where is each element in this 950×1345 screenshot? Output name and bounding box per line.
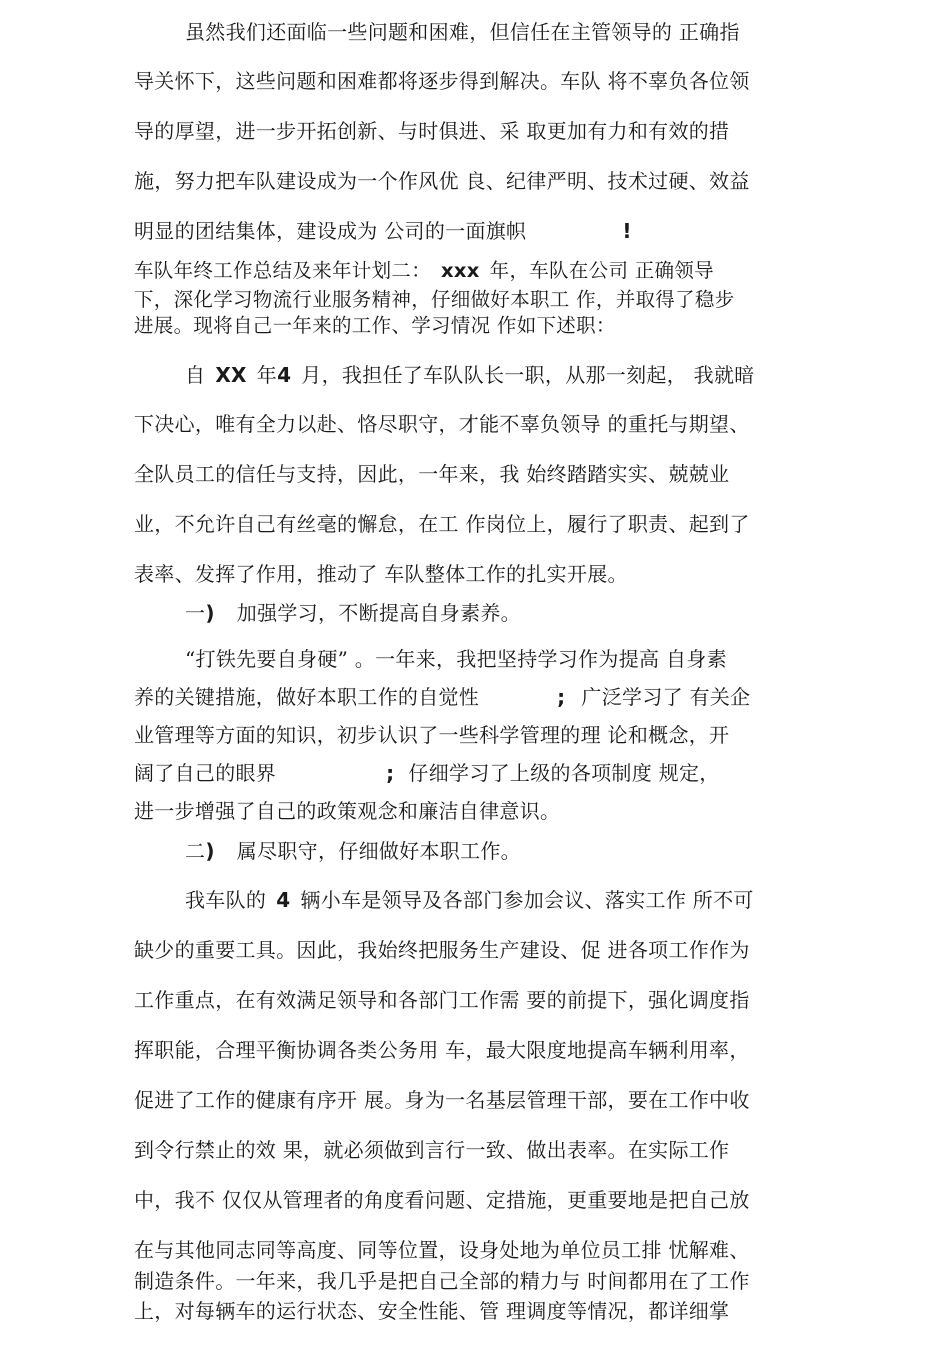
text-line-21-b: 辆小车是领导及各部门参加会议、落实工作 所不可 [300,888,754,912]
subheading-2-number: 二 [185,839,206,863]
text-line-5 [134,218,804,244]
text-line-23: 工作重点，在有效满足领导和各部门工作需 要的前提下，强化调度指 [134,988,750,1012]
text-line-27: 中，我不 仅仅从管理者的角度看问题、定措施，更重要地是把自己放 [134,1188,750,1212]
text-line-22: 缺少的重要工具。因此，我始终把服务生产建设、促 进各项工作作为 [134,938,750,962]
semicolon-2: ; [386,761,395,785]
subheading-2-text: 属尽职守，仔细做好本职工作。 [236,839,521,863]
year-xx: XX [215,363,247,387]
text-line-3: 导的厚望，进一步开拓创新、与时俱进、采 取更加有力和有效的措 [134,119,730,143]
text-line-19: 进一步增强了自己的政策观念和廉洁自律意识。 [134,799,561,823]
text-line-30: 上，对每辆车的运行状态、安全性能、管 理调度等情况，都详细掌 [134,1299,730,1323]
text-line-1: 虽然我们还面临一些问题和困难，但信任在主管领导的 正确指 [185,20,740,44]
text-line-8: 进展。现将自己一年来的工作、学习情况 作如下述职： [134,314,616,337]
text-line-5-body: 明显的团结集体，建设成为 公司的一面旗帜 [134,219,527,243]
text-line-10: 下决心，唯有全力以赴、恪尽职守，才能不辜负领导 的重托与期望、 [134,412,750,436]
subheading-2-paren: ) [205,839,215,863]
year-placeholder: xxx [441,259,480,282]
text-line-9-a: 自 [185,363,206,387]
text-line-4: 施，努力把车队建设成为一个作风优 良、纪律严明、技术过硬、效益 [134,169,750,193]
subheading-1-paren: ) [205,601,215,625]
exclamation-mark: ! [622,219,632,243]
text-line-25: 促进了工作的健康有序开 展。身为一名基层管理干部，要在工作中收 [134,1088,750,1112]
text-line-21 [185,887,804,913]
text-line-18 [134,760,804,786]
text-line-11: 全队员工的信任与支持，因此，一年来，我 始终踏踏实实、兢兢业 [134,462,730,486]
month-number: 4 [277,363,292,387]
text-line-18-b: 仔细学习了上级的各项制度 规定， [408,761,720,785]
subheading-2 [185,838,804,864]
text-line-17: 业管理等方面的知识，初步认识了一些科学管理的理 论和概念，开 [134,723,730,747]
text-line-13: 表率、发挥了作用，推动了 车队整体工作的扎实开展。 [134,562,628,586]
subheading-1-text: 加强学习，不断提高自身素养。 [236,601,521,625]
semicolon-1: ; [557,685,566,709]
subheading-1 [185,600,804,626]
section-heading-line [134,258,804,284]
section-heading-tail: 年，车队在公司 正确领导 [489,259,714,282]
text-line-18-a: 阔了自己的眼界 [134,761,277,785]
text-line-16 [134,684,804,710]
subheading-1-number: 一 [185,601,206,625]
text-line-2: 导关怀下，这些问题和困难都将逐步得到解决。车队 将不辜负各位领 [134,69,750,93]
text-line-28: 在与其他同志同等高度、同等位置，设身处地为单位员工排 忧解难、 [134,1238,750,1262]
text-line-24: 挥职能，合理平衡协调各类公务用 车，最大限度地提高车辆利用率， [134,1038,750,1062]
text-line-29: 制造条件。一年来，我几乎是把自己全部的精力与 时间都用在了工作 [134,1269,750,1293]
text-line-21-a: 我车队的 [185,888,267,912]
section-heading: 车队年终工作总结及来年计划二： [134,259,432,282]
text-line-26: 到令行禁止的效 果，就必须做到言行一致、做出表率。在实际工作 [134,1138,730,1162]
text-line-9-c: 月，我担任了车队队长一职，从那一刻起， 我就暗 [301,363,755,387]
text-line-9-b: 年 [256,363,278,387]
text-line-7: 下，深化学习物流行业服务精神，仔细做好本职工 作，并取得了稳步 [134,288,735,311]
text-line-15: “打铁先要自身硬” 。一年来，我把坚持学习作为提高 自身素 [185,647,727,671]
text-line-12: 业，不允许自己有丝毫的懈怠，在工 作岗位上，履行了职责、起到了 [134,512,750,536]
text-line-16-b: 广泛学习了 有关企 [581,685,751,709]
text-line-16-a: 养的关键措施，做好本职工作的自觉性 [134,685,480,709]
car-count: 4 [276,888,291,912]
text-line-9 [185,362,804,388]
